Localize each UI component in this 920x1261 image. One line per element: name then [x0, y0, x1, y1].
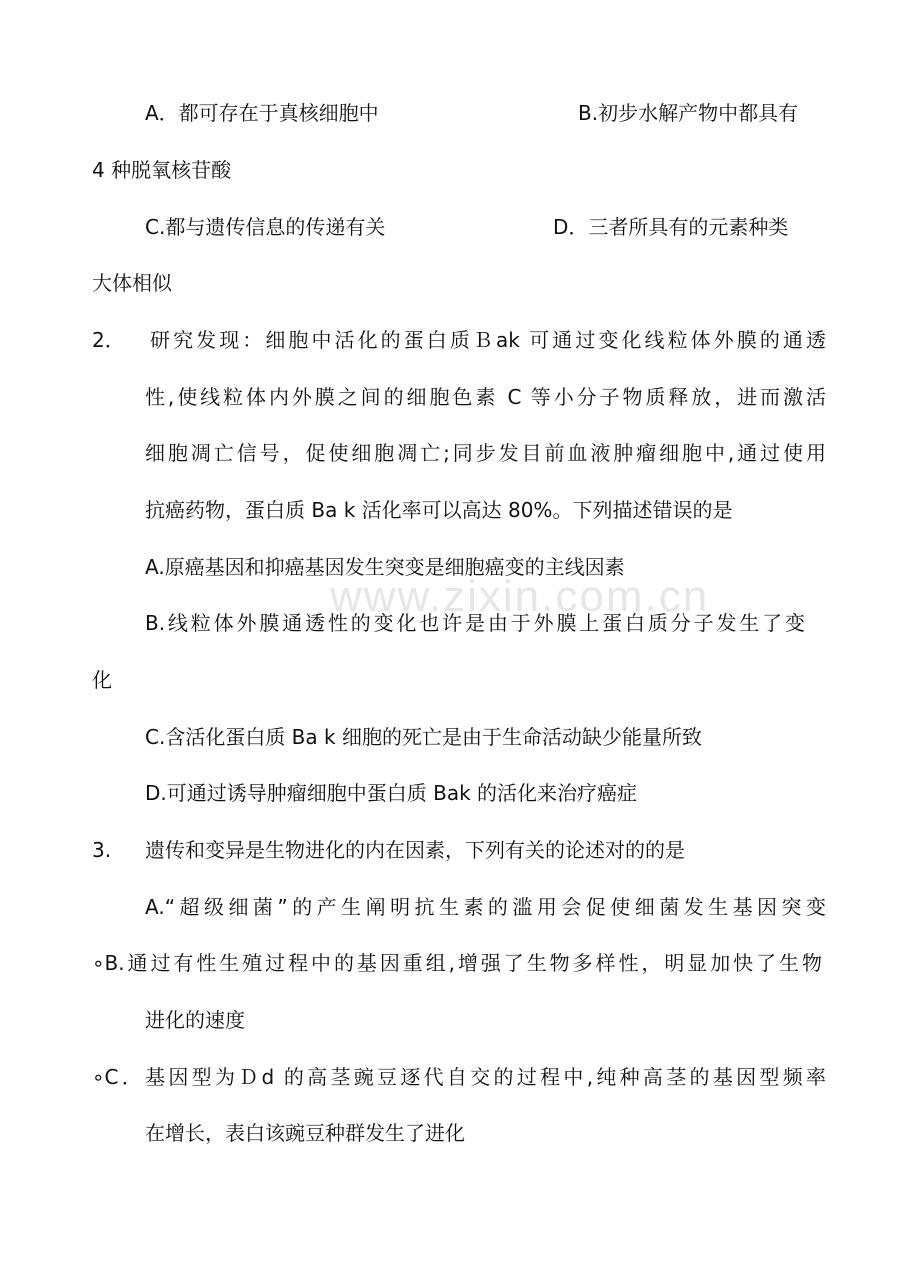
q3-stem: 遗传和变异是生物进化的内在因素，下列有关的论述对的的是: [145, 838, 685, 862]
q3-option-a: A.“超级细菌”的产生阐明抗生素的滥用会促使细菌发生基因突变: [145, 895, 826, 919]
q2-stem-line: 研究发现：细胞中活化的蛋白质Ｂak 可通过变化线粒体外膜的通透: [150, 328, 826, 352]
q2-number: 2．: [92, 328, 125, 352]
watermark: www.zixin.com.cn: [330, 572, 710, 621]
q3-option-c: ∘C．基因型为Ｄd 的高茎豌豆逐代自交的过程中,纯种高茎的基因型频率: [92, 1065, 826, 1089]
q2-option-b-cont: 化: [92, 668, 112, 692]
q1-option-b-cont: 4 种脱氧核苷酸: [92, 158, 232, 182]
q1-option-a: A．都可存在于真核细胞中: [145, 101, 379, 125]
q2-option-a: A.原癌基因和抑癌基因发生突变是细胞癌变的主线因素: [145, 555, 625, 579]
q3-option-b: ∘B.通过有性生殖过程中的基因重组,增强了生物多样性，明显加快了生物: [92, 951, 822, 975]
q2-stem-line: 细胞凋亡信号，促使细胞凋亡;同步发目前血液肿瘤细胞中,通过使用: [145, 441, 826, 465]
q3-option-b-cont: 进化的速度: [145, 1008, 245, 1032]
q2-option-d: D.可通过诱导肿瘤细胞中蛋白质 Bak 的活化来治疗癌症: [145, 781, 638, 805]
q2-option-b: B.线粒体外膜通透性的变化也许是由于外膜上蛋白质分子发生了变: [145, 611, 805, 635]
q3-option-c-cont: 在增长，表白该豌豆种群发生了进化: [145, 1121, 465, 1145]
q2-option-c: C.含活化蛋白质 Ba k 细胞的死亡是由于生命活动缺少能量所致: [145, 725, 702, 749]
q2-stem-line: 性,使线粒体内外膜之间的细胞色素 C 等小分子物质释放，进而激活: [145, 385, 826, 409]
q1-option-d-cont: 大体相似: [92, 271, 172, 295]
q1-option-d: D．三者所具有的元素种类: [553, 215, 789, 239]
q1-option-c: C.都与遗传信息的传递有关: [145, 215, 386, 239]
q3-number: 3.: [92, 838, 112, 862]
q1-option-b: B.初步水解产物中都具有: [578, 101, 799, 125]
q2-stem-line: 抗癌药物，蛋白质 Ba k 活化率可以高达 80%。下列描述错误的是: [145, 498, 733, 522]
